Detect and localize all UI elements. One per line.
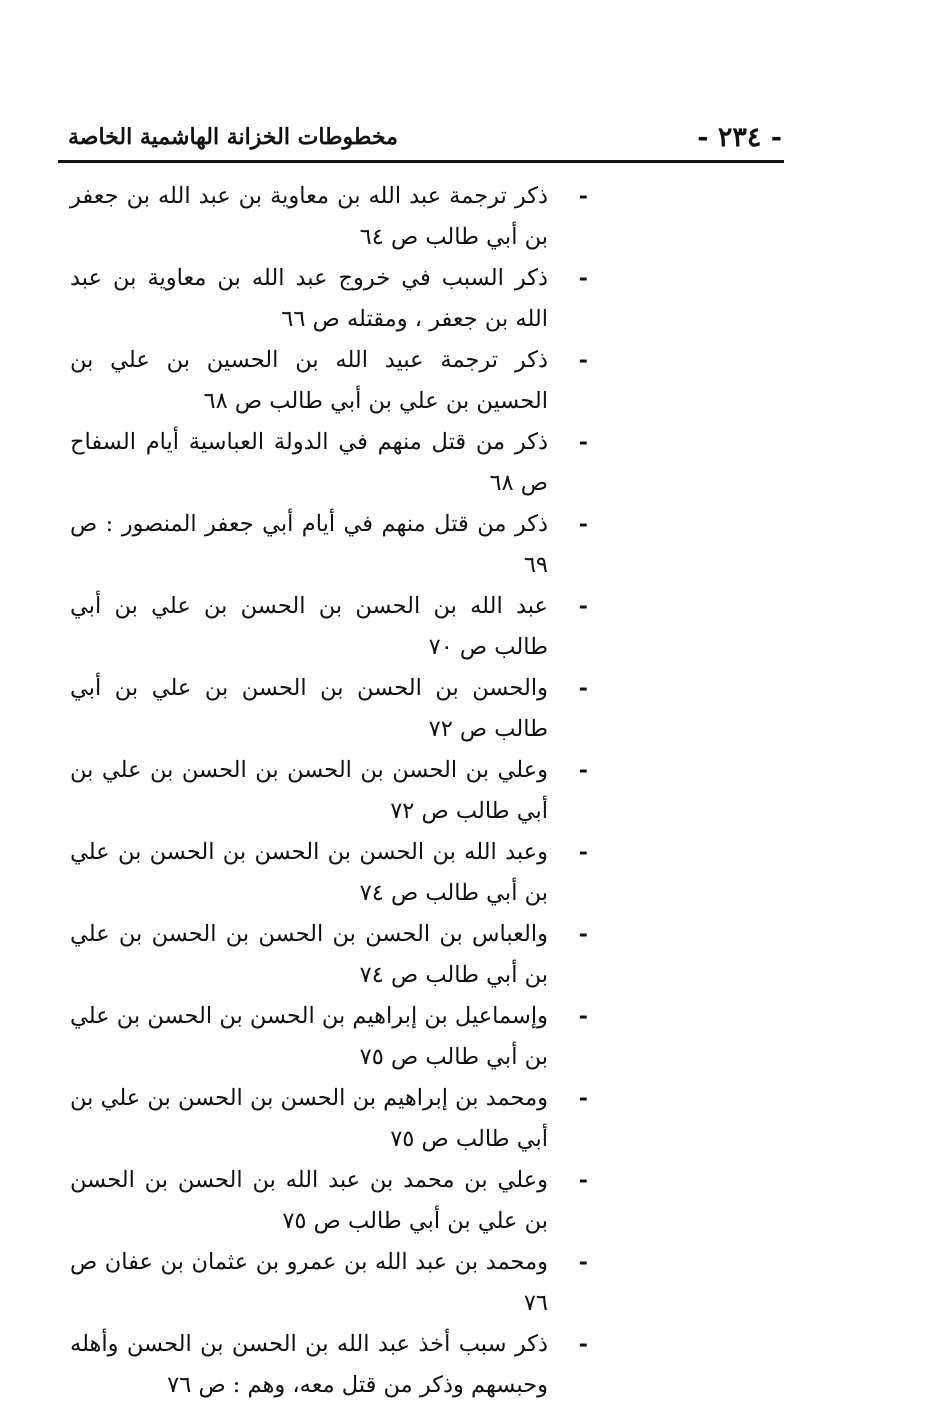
page-header (60, 120, 782, 162)
entry-text: وعبد الله بن الحسن بن الحسن بن الحسن بن علي بن أبي طالب ص ٧٤ (70, 839, 548, 906)
list-item (70, 1324, 592, 1406)
entry-text: ذكر السبب في خروج عبد الله بن معاوية بن عبد الله بن جعفر ، ومقتله ص ٦٦ (70, 265, 548, 332)
list-item (70, 668, 592, 750)
entry-text: ومحمد بن إبراهيم بن الحسن بن الحسن بن علي بن أبي طالب ص ٧٥ (70, 1085, 548, 1152)
bullet-dash: - (578, 675, 588, 701)
bullet-dash: - (578, 921, 588, 947)
running-title: مخطوطات الخزانة الهاشمية الخاصة (68, 124, 398, 150)
list-item (70, 832, 592, 914)
entry-text: ذكر من قتل منهم في الدولة العباسية أيام السفاح ص ٦٨ (70, 429, 548, 496)
list-item (70, 1160, 592, 1242)
bullet-dash: - (578, 757, 588, 783)
list-item (70, 1078, 592, 1160)
entry-list (70, 176, 592, 1406)
bullet-dash: - (578, 183, 588, 209)
header-rule (58, 160, 784, 163)
list-item (70, 914, 592, 996)
entry-text: ذكر ترجمة عبيد الله بن الحسين بن علي بن الحسين بن علي بن أبي طالب ص ٦٨ (70, 347, 548, 414)
list-item (70, 258, 592, 340)
list-item (70, 1242, 592, 1324)
bullet-dash: - (578, 511, 588, 537)
entry-text: ذكر سبب أخذ عبد الله بن الحسن بن الحسن وأهله وحبسهم وذكر من قتل معه، وهم : ص ٧٦ (70, 1331, 548, 1398)
entry-text: ذكر ترجمة عبد الله بن معاوية بن عبد الله بن جعفر بن أبي طالب ص ٦٤ (70, 183, 548, 250)
bullet-dash: - (578, 593, 588, 619)
entry-text: والعباس بن الحسن بن الحسن بن الحسن بن علي بن أبي طالب ص ٧٤ (70, 921, 548, 988)
entry-text: ومحمد بن عبد الله بن عمرو بن عثمان بن عفان ص ٧٦ (70, 1249, 548, 1316)
list-item (70, 586, 592, 668)
bullet-dash: - (578, 1249, 588, 1275)
page-number: - ٢٣٤ - (697, 122, 782, 153)
list-item (70, 422, 592, 504)
list-item (70, 750, 592, 832)
bullet-dash: - (578, 1003, 588, 1029)
bullet-dash: - (578, 429, 588, 455)
list-item (70, 996, 592, 1078)
entry-text: ذكر من قتل منهم في أيام أبي جعفر المنصور : ص ٦٩ (70, 511, 548, 578)
bullet-dash: - (578, 1085, 588, 1111)
bullet-dash: - (578, 1331, 588, 1357)
entry-text: عبد الله بن الحسن بن الحسن بن علي بن أبي طالب ص ٧٠ (70, 593, 548, 660)
bullet-dash: - (578, 1167, 588, 1193)
entry-text: وعلي بن محمد بن عبد الله بن الحسن بن الحسن بن علي بن أبي طالب ص ٧٥ (70, 1167, 548, 1234)
list-item (70, 504, 592, 586)
bullet-dash: - (578, 265, 588, 291)
list-item (70, 340, 592, 422)
entry-text: وعلي بن الحسن بن الحسن بن الحسن بن علي بن أبي طالب ص ٧٢ (70, 757, 548, 824)
bullet-dash: - (578, 839, 588, 865)
entry-text: وإسماعيل بن إبراهيم بن الحسن بن الحسن بن علي بن أبي طالب ص ٧٥ (70, 1003, 548, 1070)
entry-text: والحسن بن الحسن بن الحسن بن علي بن أبي طالب ص ٧٢ (70, 675, 548, 742)
bullet-dash: - (578, 347, 588, 373)
list-item (70, 176, 592, 258)
